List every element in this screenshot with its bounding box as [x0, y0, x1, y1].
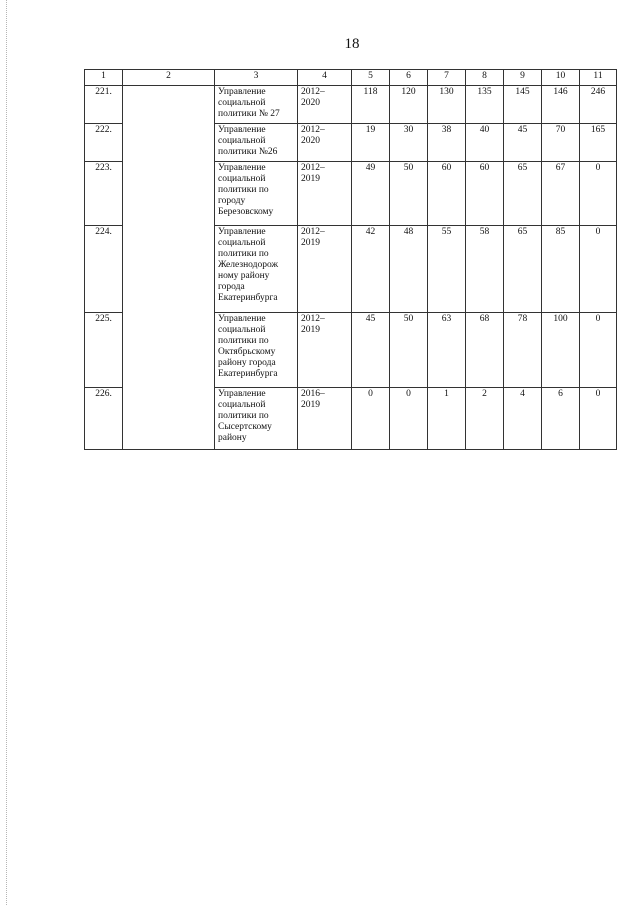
page-edge-rule — [6, 0, 7, 905]
value-cell: 60 — [466, 162, 504, 226]
value-cell: 63 — [428, 313, 466, 388]
value-cell: 50 — [390, 162, 428, 226]
value-cell: 0 — [580, 162, 617, 226]
value-cell: 60 — [428, 162, 466, 226]
value-cell: 145 — [504, 86, 542, 124]
value-cell: 58 — [466, 226, 504, 313]
row-number: 222. — [85, 124, 123, 162]
value-cell: 48 — [390, 226, 428, 313]
value-cell: 67 — [542, 162, 580, 226]
value-cell: 6 — [542, 388, 580, 450]
data-table — [84, 69, 617, 450]
value-cell: 45 — [352, 313, 390, 388]
period-cell: 2012– 2019 — [298, 313, 352, 388]
value-cell: 49 — [352, 162, 390, 226]
row-number: 225. — [85, 313, 123, 388]
value-cell: 100 — [542, 313, 580, 388]
value-cell: 0 — [580, 226, 617, 313]
organization-name: Управление социальной политики по Сысертскому району — [215, 388, 298, 450]
column-header: 8 — [466, 70, 504, 86]
row-number: 221. — [85, 86, 123, 124]
organization-name: Управление социальной политики по городу Березовскому — [215, 162, 298, 226]
period-cell: 2012– 2019 — [298, 226, 352, 313]
column-header: 10 — [542, 70, 580, 86]
organization-name: Управление социальной политики по Железнодорож ному району города Екатеринбурга — [215, 226, 298, 313]
table-header-row — [85, 70, 617, 86]
value-cell: 38 — [428, 124, 466, 162]
value-cell: 30 — [390, 124, 428, 162]
value-cell: 50 — [390, 313, 428, 388]
row-number: 223. — [85, 162, 123, 226]
value-cell: 118 — [352, 86, 390, 124]
value-cell: 45 — [504, 124, 542, 162]
value-cell: 165 — [580, 124, 617, 162]
column-header: 2 — [123, 70, 215, 86]
table-row — [85, 86, 617, 124]
value-cell: 68 — [466, 313, 504, 388]
period-cell: 2012– 2019 — [298, 162, 352, 226]
organization-name: Управление социальной политики № 27 — [215, 86, 298, 124]
column-header: 1 — [85, 70, 123, 86]
value-cell: 246 — [580, 86, 617, 124]
value-cell: 65 — [504, 162, 542, 226]
row-number: 226. — [85, 388, 123, 450]
value-cell: 42 — [352, 226, 390, 313]
period-cell: 2012– 2020 — [298, 86, 352, 124]
page-number: 18 — [344, 36, 360, 52]
column-header: 6 — [390, 70, 428, 86]
column-header: 5 — [352, 70, 390, 86]
value-cell: 146 — [542, 86, 580, 124]
value-cell: 4 — [504, 388, 542, 450]
value-cell: 40 — [466, 124, 504, 162]
organization-name: Управление социальной политики по Октябрьскому району города Екатеринбурга — [215, 313, 298, 388]
period-cell: 2016– 2019 — [298, 388, 352, 450]
value-cell: 135 — [466, 86, 504, 124]
value-cell: 1 — [428, 388, 466, 450]
value-cell: 85 — [542, 226, 580, 313]
value-cell: 0 — [580, 313, 617, 388]
value-cell: 130 — [428, 86, 466, 124]
value-cell: 2 — [466, 388, 504, 450]
row-number: 224. — [85, 226, 123, 313]
merged-empty-cell — [123, 86, 215, 450]
column-header: 4 — [298, 70, 352, 86]
column-header: 3 — [215, 70, 298, 86]
value-cell: 55 — [428, 226, 466, 313]
period-cell: 2012– 2020 — [298, 124, 352, 162]
value-cell: 0 — [352, 388, 390, 450]
organization-name: Управление социальной политики №26 — [215, 124, 298, 162]
value-cell: 19 — [352, 124, 390, 162]
value-cell: 0 — [390, 388, 428, 450]
value-cell: 65 — [504, 226, 542, 313]
column-header: 11 — [580, 70, 617, 86]
value-cell: 70 — [542, 124, 580, 162]
column-header: 9 — [504, 70, 542, 86]
value-cell: 78 — [504, 313, 542, 388]
column-header: 7 — [428, 70, 466, 86]
value-cell: 120 — [390, 86, 428, 124]
value-cell: 0 — [580, 388, 617, 450]
